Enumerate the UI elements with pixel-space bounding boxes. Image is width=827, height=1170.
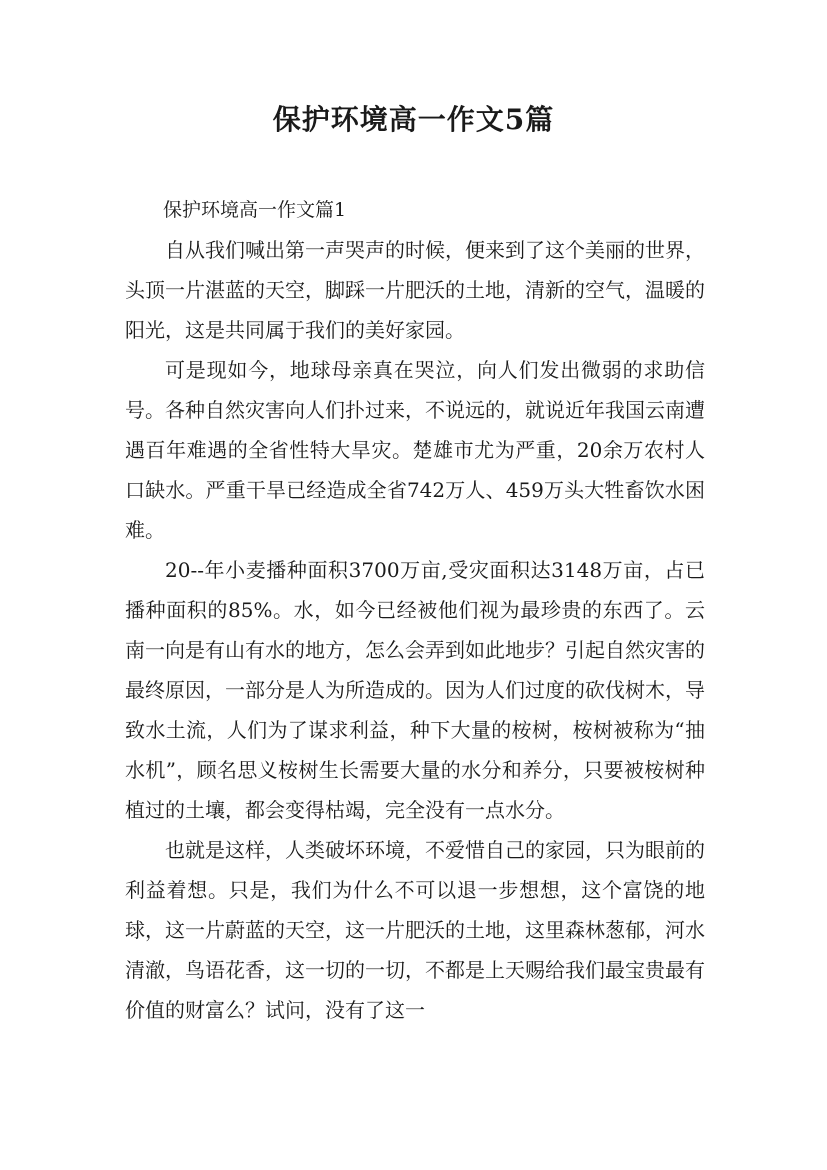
paragraph-3: 20--年小麦播种面积3700万亩,受灾面积达3148万亩，占已播种面积的85%。水，如今已经被他们视为最珍贵的东西了。云南一向是有山有水的地方，怎么会弄到如此地步？引起自然灾害的最终原因，一部分是人为所造成的。因为人们过度的砍伐树木，导致水土流，人们为了谋求利益，种下大量的桉树，桉树被称为“抽水机”，顾名思义桉树生长需要大量的水分和养分，只要被桉树种植过的土壤，都会变得枯竭，完全没有一点水分。 xyxy=(125,558,705,822)
section-heading: 保护环境高一作文篇1 xyxy=(163,199,347,221)
paragraph-4: 也就是这样，人类破坏环境，不爱惜自己的家园，只为眼前的利益着想。只是，我们为什么不可以退一步想想，这个富饶的地球，这一片蔚蓝的天空，这一片肥沃的土地，这里森林葱郁，河水清澈，鸟语花香，这一切的一切，不都是上天赐给我们最宝贵最有价值的财富么？试问，没有了这一 xyxy=(125,838,705,1022)
paragraph-2: 可是现如今，地球母亲真在哭泣，向人们发出微弱的求助信号。各种自然灾害向人们扑过来，不说远的，就说近年我国云南遭遇百年难遇的全省性特大旱灾。楚雄市尤为严重，20余万农村人口缺水。严重干旱已经造成全省742万人、459万头大牲畜饮水困难。 xyxy=(125,358,705,542)
paragraph-1: 自从我们喊出第一声哭声的时候，便来到了这个美丽的世界，头顶一片湛蓝的天空，脚踩一片肥沃的土地，清新的空气，温暖的阳光，这是共同属于我们的美好家园。 xyxy=(125,238,705,342)
document-body xyxy=(125,190,705,1030)
document-title: 保护环境高一作文5篇 xyxy=(272,103,555,136)
